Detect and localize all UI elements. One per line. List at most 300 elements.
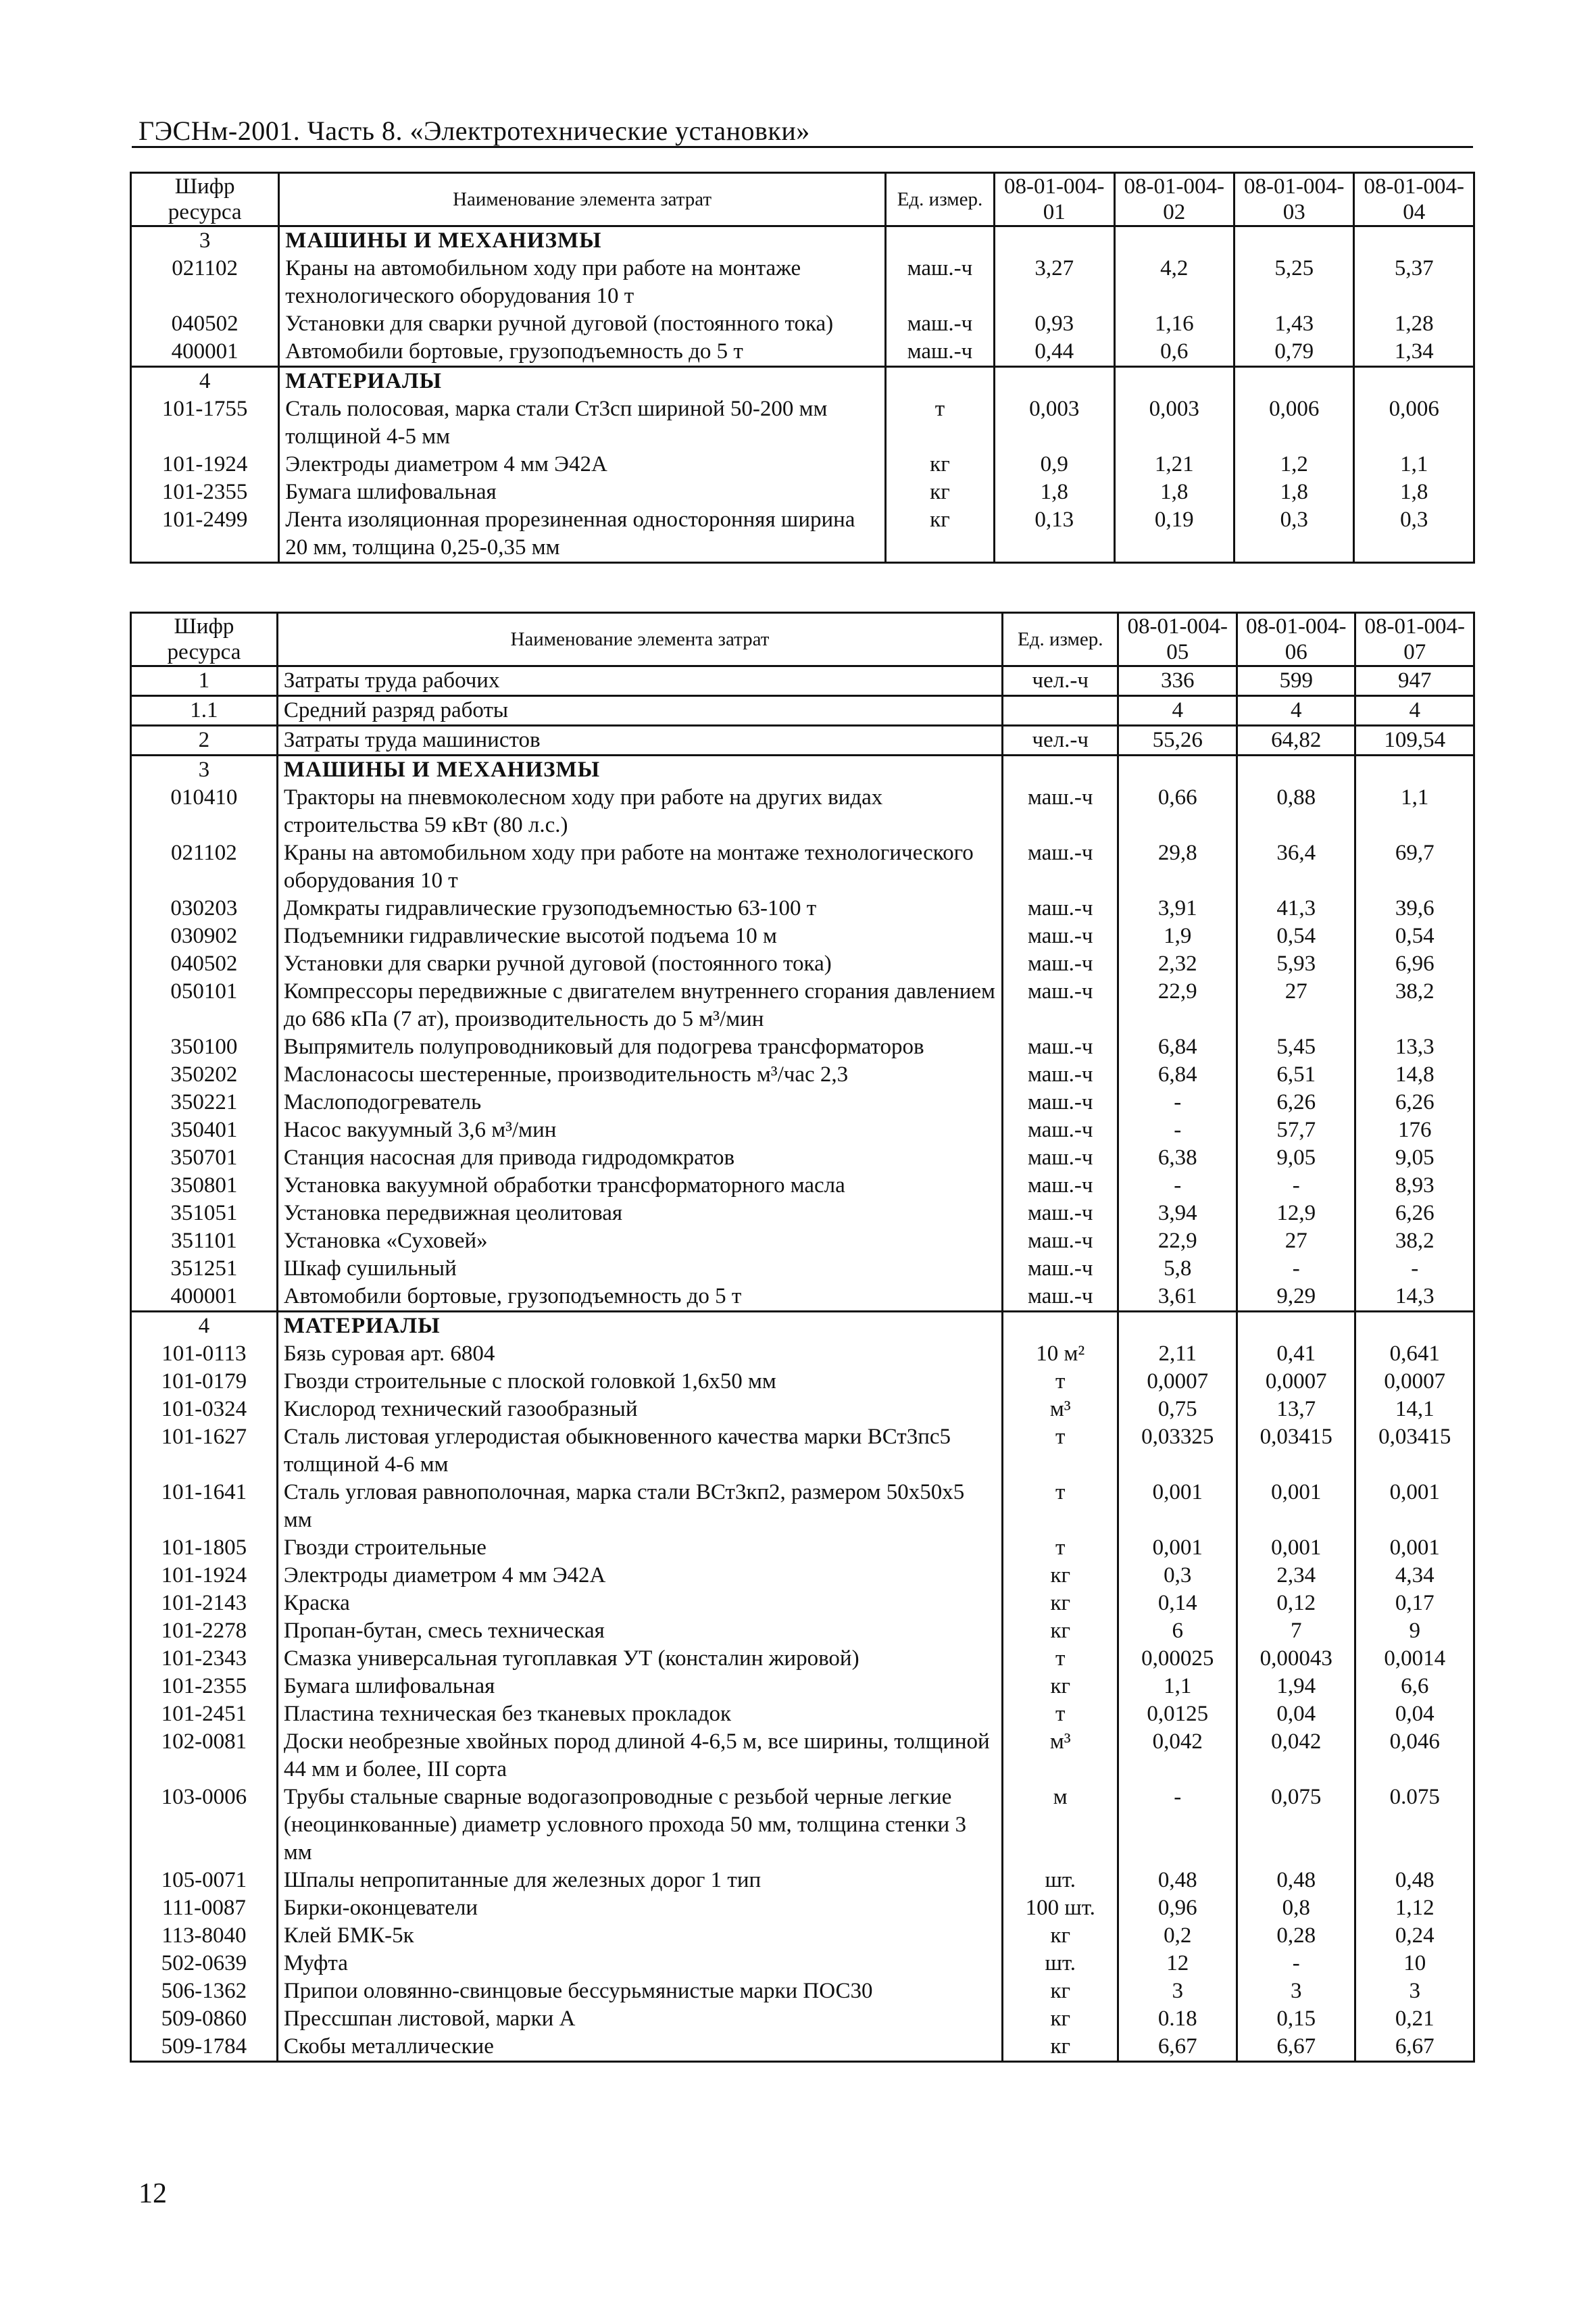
norm-value: 176 (1355, 1116, 1474, 1144)
table-row (131, 1950, 1474, 1977)
resource-name: Затраты труда рабочих (277, 666, 1002, 696)
section-heading-row (131, 367, 1474, 396)
norm-value: 22,9 (1118, 978, 1237, 1033)
table-body (131, 226, 1474, 563)
page-number: 12 (139, 2178, 167, 2209)
table-row (131, 451, 1474, 478)
table-row (131, 1562, 1474, 1590)
norm-value: 0,28 (1237, 1922, 1355, 1950)
norm-value: 0,41 (1237, 1340, 1355, 1368)
resource-unit: маш.-ч (1003, 1089, 1118, 1116)
resource-unit: кг (1003, 1590, 1118, 1617)
resource-code: 101-1641 (131, 1479, 278, 1534)
norm-value: 0,21 (1355, 2005, 1474, 2033)
norm-value: 0,0007 (1118, 1368, 1237, 1396)
resource-code: 101-2343 (131, 1645, 278, 1673)
resource-unit: т (1003, 1479, 1118, 1534)
norm-value: 13,7 (1237, 1396, 1355, 1423)
norm-value: 3 (1118, 1977, 1237, 2005)
norm-value: 3,91 (1118, 895, 1237, 922)
resource-unit: кг (885, 506, 994, 563)
resource-unit: маш.-ч (1003, 1033, 1118, 1061)
table-row (131, 1116, 1474, 1144)
norm-value: 0,88 (1237, 784, 1355, 839)
norm-value: 336 (1118, 666, 1237, 696)
resource-name: Прессшпан листовой, марки А (277, 2005, 1002, 2033)
norm-value: 0,9 (995, 451, 1114, 478)
norm-value: 1,28 (1354, 310, 1474, 338)
table-row (131, 1255, 1474, 1283)
norm-value: 6 (1118, 1617, 1237, 1645)
norm-value: 1,43 (1234, 310, 1353, 338)
resource-code: 351051 (131, 1200, 278, 1227)
table-row (131, 1922, 1474, 1950)
resource-unit: т (1003, 1368, 1118, 1396)
norm-value: 1,34 (1354, 338, 1474, 367)
norm-value: - (1237, 1255, 1355, 1283)
resource-unit: м³ (1003, 1728, 1118, 1783)
resource-name: Краны на автомобильном ходу при работе на монтаже технологического оборудования 10 т (279, 255, 886, 310)
resource-name: Установки для сварки ручной дуговой (постоянного тока) (279, 310, 886, 338)
norm-value: 9,05 (1355, 1144, 1474, 1172)
norm-value: 0,042 (1237, 1728, 1355, 1783)
resource-name: Смазка универсальная тугоплавкая УТ (консталин жировой) (277, 1645, 1002, 1673)
table-row (131, 1283, 1474, 1312)
resource-code: 101-2451 (131, 1700, 278, 1728)
norm-value: 13,3 (1355, 1033, 1474, 1061)
norm-value: 0,93 (995, 310, 1114, 338)
table-row (131, 1340, 1474, 1368)
table-row (131, 1894, 1474, 1922)
resource-name: Сталь листовая углеродистая обыкновенного качества марки ВСт3пс5 толщиной 4-6 мм (277, 1423, 1002, 1479)
table-row (131, 839, 1474, 895)
resource-name: Бязь суровая арт. 6804 (277, 1340, 1002, 1368)
resource-name: Сталь угловая равнополочная, марка стали ВСт3кп2, размером 50х50х5 мм (277, 1479, 1002, 1534)
resource-table-2 (130, 612, 1475, 2063)
resource-name: Автомобили бортовые, грузоподъемность до 5 т (279, 338, 886, 367)
resource-unit: 100 шт. (1003, 1894, 1118, 1922)
norm-value: 6,84 (1118, 1061, 1237, 1089)
norm-value: 3,94 (1118, 1200, 1237, 1227)
resource-unit: кг (1003, 1922, 1118, 1950)
resource-unit: маш.-ч (1003, 839, 1118, 895)
norm-value: - (1118, 1783, 1237, 1867)
norm-value: 1,21 (1114, 451, 1234, 478)
resource-code: 502-0639 (131, 1950, 278, 1977)
table-row (131, 1200, 1474, 1227)
resource-name: Шкаф сушильный (277, 1255, 1002, 1283)
table-row (131, 1172, 1474, 1200)
norm-value: 1,1 (1355, 784, 1474, 839)
norm-value: 2,11 (1118, 1340, 1237, 1368)
norm-value: 9 (1355, 1617, 1474, 1645)
header-rule (132, 146, 1473, 148)
norm-value: 1,8 (1234, 478, 1353, 506)
norm-value: 0,0007 (1237, 1368, 1355, 1396)
resource-unit: маш.-ч (1003, 784, 1118, 839)
resource-unit: т (1003, 1423, 1118, 1479)
norm-value: 3,27 (995, 255, 1114, 310)
norm-value: 5,25 (1234, 255, 1353, 310)
resource-name: Домкраты гидравлические грузоподъемностью 63-100 т (277, 895, 1002, 922)
resource-name: Станция насосная для привода гидродомкратов (277, 1144, 1002, 1172)
norm-value: 6,26 (1237, 1089, 1355, 1116)
empty-cell (1237, 1312, 1355, 1341)
resource-name: Маслонасосы шестеренные, производительность м³/час 2,3 (277, 1061, 1002, 1089)
table-row (131, 1396, 1474, 1423)
table-row (131, 506, 1474, 563)
norm-value: 0,003 (1114, 395, 1234, 451)
resource-unit: т (1003, 1700, 1118, 1728)
norm-value: 6,38 (1118, 1144, 1237, 1172)
norm-value: 0,075 (1237, 1783, 1355, 1867)
norm-value: 1,8 (1354, 478, 1474, 506)
col-header-norm: 08-01-004-06 (1237, 613, 1355, 666)
empty-cell (1234, 367, 1353, 396)
resource-code: 101-1805 (131, 1534, 278, 1562)
resource-unit: маш.-ч (1003, 1283, 1118, 1312)
norm-value: 0,12 (1237, 1590, 1355, 1617)
resource-name: Доски необрезные хвойных пород длиной 4-6,5 м, все ширины, толщиной 44 мм и более, III сорта (277, 1728, 1002, 1783)
table-row (131, 1728, 1474, 1783)
empty-cell (1118, 756, 1237, 785)
norm-value: 9,05 (1237, 1144, 1355, 1172)
table-row (131, 1089, 1474, 1116)
norm-value: 4 (1355, 696, 1474, 726)
table-row (131, 950, 1474, 978)
norm-value: 6,84 (1118, 1033, 1237, 1061)
norm-value: 2,32 (1118, 950, 1237, 978)
table-row (131, 2033, 1474, 2062)
empty-cell (885, 226, 994, 255)
table-row (131, 1479, 1474, 1534)
col-header-unit: Ед. измер. (1003, 613, 1118, 666)
resource-unit: маш.-ч (885, 310, 994, 338)
norm-value: 5,8 (1118, 1255, 1237, 1283)
resource-code: 111-0087 (131, 1894, 278, 1922)
resource-code: 350202 (131, 1061, 278, 1089)
table-row (131, 1061, 1474, 1089)
resource-code: 509-1784 (131, 2033, 278, 2062)
resource-name: Лента изоляционная прорезиненная односторонняя ширина 20 мм, толщина 0,25-0,35 мм (279, 506, 886, 563)
empty-cell (1003, 1312, 1118, 1341)
labor-row (131, 726, 1474, 756)
resource-code: 101-2143 (131, 1590, 278, 1617)
norm-value: 947 (1355, 666, 1474, 696)
resource-name: Бумага шлифовальная (277, 1673, 1002, 1700)
resource-name: Пропан-бутан, смесь техническая (277, 1617, 1002, 1645)
table-row (131, 1783, 1474, 1867)
norm-value: 55,26 (1118, 726, 1237, 756)
table-row (131, 310, 1474, 338)
resource-code: 350701 (131, 1144, 278, 1172)
norm-value: 64,82 (1237, 726, 1355, 756)
norm-value: 38,2 (1355, 1227, 1474, 1255)
empty-cell (1354, 226, 1474, 255)
resource-code: 350221 (131, 1089, 278, 1116)
table-row (131, 395, 1474, 451)
norm-value: 4,34 (1355, 1562, 1474, 1590)
resource-code: 103-0006 (131, 1783, 278, 1867)
table-row (131, 1534, 1474, 1562)
resource-unit: чел.-ч (1003, 726, 1118, 756)
norm-value: 1,94 (1237, 1673, 1355, 1700)
resource-code: 050101 (131, 978, 278, 1033)
resource-code: 040502 (131, 310, 279, 338)
table-row (131, 895, 1474, 922)
empty-cell (1355, 1312, 1474, 1341)
norm-value: 109,54 (1355, 726, 1474, 756)
col-header-norm: 08-01-004-05 (1118, 613, 1237, 666)
norm-value: 4 (1237, 696, 1355, 726)
resource-unit: кг (885, 451, 994, 478)
resource-name: Выпрямитель полупроводниковый для подогрева трансформаторов (277, 1033, 1002, 1061)
resource-code: 2 (131, 726, 278, 756)
norm-value: 0,003 (995, 395, 1114, 451)
resource-code: 101-2499 (131, 506, 279, 563)
norm-value: 0,00025 (1118, 1645, 1237, 1673)
empty-cell (885, 367, 994, 396)
norm-value: 1,9 (1118, 922, 1237, 950)
norm-value: 22,9 (1118, 1227, 1237, 1255)
table-row (131, 1423, 1474, 1479)
resource-name: Установка передвижная цеолитовая (277, 1200, 1002, 1227)
section-title: МАШИНЫ И МЕХАНИЗМЫ (279, 226, 886, 255)
table-row (131, 338, 1474, 367)
norm-value: 0,8 (1237, 1894, 1355, 1922)
norm-value: 57,7 (1237, 1116, 1355, 1144)
norm-value: 0,001 (1118, 1479, 1237, 1534)
norm-value: 12 (1118, 1950, 1237, 1977)
resource-name: Припои оловянно-свинцовые бессурьмянистые марки ПОС30 (277, 1977, 1002, 2005)
empty-cell (1354, 367, 1474, 396)
norm-value: 14,8 (1355, 1061, 1474, 1089)
resource-code: 509-0860 (131, 2005, 278, 2033)
labor-row (131, 696, 1474, 726)
resource-unit (1003, 696, 1118, 726)
norm-value: 69,7 (1355, 839, 1474, 895)
empty-cell (995, 367, 1114, 396)
resource-code: 105-0071 (131, 1867, 278, 1894)
norm-value: 6,6 (1355, 1673, 1474, 1700)
norm-value: 6,96 (1355, 950, 1474, 978)
resource-name: Подъемники гидравлические высотой подъема 10 м (277, 922, 1002, 950)
resource-unit: маш.-ч (1003, 1061, 1118, 1089)
empty-cell (1355, 756, 1474, 785)
norm-value: 0,04 (1237, 1700, 1355, 1728)
resource-name: Пластина техническая без тканевых прокладок (277, 1700, 1002, 1728)
empty-cell (1114, 367, 1234, 396)
resource-code: 113-8040 (131, 1922, 278, 1950)
page-header-title: ГЭСНм-2001. Часть 8. «Электротехнические установки» (139, 116, 810, 146)
empty-cell (1237, 756, 1355, 785)
resource-name: Гвозди строительные с плоской головкой 1,6х50 мм (277, 1368, 1002, 1396)
col-header-code: Шифр ресурса (131, 173, 279, 226)
section-code: 3 (131, 756, 278, 785)
resource-unit: чел.-ч (1003, 666, 1118, 696)
norm-value: 5,93 (1237, 950, 1355, 978)
resource-code: 101-0113 (131, 1340, 278, 1368)
col-header-code: Шифр ресурса (131, 613, 278, 666)
resource-name: Установка «Суховей» (277, 1227, 1002, 1255)
resource-unit: маш.-ч (1003, 950, 1118, 978)
table-row (131, 1617, 1474, 1645)
resource-code: 350401 (131, 1116, 278, 1144)
norm-value: 0,006 (1234, 395, 1353, 451)
resource-table-1 (130, 172, 1475, 564)
resource-code: 021102 (131, 839, 278, 895)
resource-unit: 10 м² (1003, 1340, 1118, 1368)
norm-value: - (1237, 1950, 1355, 1977)
norm-value: 0,03415 (1355, 1423, 1474, 1479)
resource-code: 400001 (131, 1283, 278, 1312)
table-row (131, 784, 1474, 839)
resource-unit: кг (1003, 1977, 1118, 2005)
resource-code: 101-0324 (131, 1396, 278, 1423)
col-header-norm: 08-01-004-04 (1354, 173, 1474, 226)
resource-code: 506-1362 (131, 1977, 278, 2005)
table-row (131, 1144, 1474, 1172)
table-row (131, 2005, 1474, 2033)
norm-value: 0,54 (1237, 922, 1355, 950)
resource-unit: кг (885, 478, 994, 506)
norm-value: 0,3 (1234, 506, 1353, 563)
norm-value: 0,66 (1118, 784, 1237, 839)
norm-value: 3 (1355, 1977, 1474, 2005)
section-title: МАШИНЫ И МЕХАНИЗМЫ (277, 756, 1002, 785)
norm-value: 0,48 (1118, 1867, 1237, 1894)
resource-code: 010410 (131, 784, 278, 839)
norm-value: 0,001 (1237, 1479, 1355, 1534)
resource-name: Электроды диаметром 4 мм Э42А (279, 451, 886, 478)
table-row (131, 1590, 1474, 1617)
norm-value: 39,6 (1355, 895, 1474, 922)
empty-cell (1003, 756, 1118, 785)
resource-code: 101-2278 (131, 1617, 278, 1645)
norm-value: 0,0125 (1118, 1700, 1237, 1728)
norm-value: 6,26 (1355, 1200, 1474, 1227)
norm-value: 5,37 (1354, 255, 1474, 310)
norm-value: 0,006 (1354, 395, 1474, 451)
norm-value: 36,4 (1237, 839, 1355, 895)
norm-value: 0.18 (1118, 2005, 1237, 2033)
section-heading-row (131, 756, 1474, 785)
resource-name: Тракторы на пневмоколесном ходу при работе на других видах строительства 59 кВт (80 л.с.) (277, 784, 1002, 839)
resource-code: 350801 (131, 1172, 278, 1200)
norm-value: 0,001 (1237, 1534, 1355, 1562)
norm-value: 1,2 (1234, 451, 1353, 478)
norm-value: 0,17 (1355, 1590, 1474, 1617)
section-heading-row (131, 1312, 1474, 1341)
resource-unit: т (885, 395, 994, 451)
col-header-name: Наименование элемента затрат (279, 173, 886, 226)
resource-name: Клей БМК-5к (277, 1922, 1002, 1950)
norm-value: 6,67 (1118, 2033, 1237, 2062)
resource-unit: т (1003, 1534, 1118, 1562)
resource-code: 101-0179 (131, 1368, 278, 1396)
resource-name: Установка вакуумной обработки трансформаторного масла (277, 1172, 1002, 1200)
norm-value: 6,51 (1237, 1061, 1355, 1089)
col-header-name: Наименование элемента затрат (277, 613, 1002, 666)
resource-code: 102-0081 (131, 1728, 278, 1783)
resource-name: Бумага шлифовальная (279, 478, 886, 506)
norm-value: 0,641 (1355, 1340, 1474, 1368)
norm-value: 1,8 (1114, 478, 1234, 506)
resource-unit: маш.-ч (885, 338, 994, 367)
resource-code: 101-1924 (131, 1562, 278, 1590)
resource-unit: кг (1003, 2005, 1118, 2033)
norm-value: 1,12 (1355, 1894, 1474, 1922)
section-title: МАТЕРИАЛЫ (277, 1312, 1002, 1341)
norm-value: 0,0007 (1355, 1368, 1474, 1396)
table-row (131, 1700, 1474, 1728)
resource-name: Краны на автомобильном ходу при работе на монтаже технологического оборудования 10 т (277, 839, 1002, 895)
norm-value: 0,001 (1355, 1534, 1474, 1562)
resource-name: Маслоподогреватель (277, 1089, 1002, 1116)
resource-unit: маш.-ч (1003, 978, 1118, 1033)
table-row (131, 1977, 1474, 2005)
resource-unit: шт. (1003, 1950, 1118, 1977)
table-row (131, 1368, 1474, 1396)
norm-value: 27 (1237, 1227, 1355, 1255)
norm-value: 27 (1237, 978, 1355, 1033)
norm-value: 0,04 (1355, 1700, 1474, 1728)
resource-unit: кг (1003, 1673, 1118, 1700)
norm-value: 0,03325 (1118, 1423, 1237, 1479)
resource-unit: маш.-ч (1003, 1200, 1118, 1227)
table-row (131, 1033, 1474, 1061)
table-row (131, 478, 1474, 506)
norm-value: 5,45 (1237, 1033, 1355, 1061)
norm-value: 12,9 (1237, 1200, 1355, 1227)
norm-value: 0,75 (1118, 1396, 1237, 1423)
norm-value: 0,79 (1234, 338, 1353, 367)
section-code: 3 (131, 226, 279, 255)
resource-name: Шпалы непропитанные для железных дорог 1 тип (277, 1867, 1002, 1894)
norm-value: 0,15 (1237, 2005, 1355, 2033)
resource-code: 101-1924 (131, 451, 279, 478)
table-row (131, 1227, 1474, 1255)
norm-value: 0,0014 (1355, 1645, 1474, 1673)
norm-value: 9,29 (1237, 1283, 1355, 1312)
section-code: 4 (131, 1312, 278, 1341)
resource-name: Установки для сварки ручной дуговой (постоянного тока) (277, 950, 1002, 978)
resource-name: Компрессоры передвижные с двигателем внутреннего сгорания давлением до 686 кПа (7 ат), производительность до 5 м³/мин (277, 978, 1002, 1033)
resource-name: Насос вакуумный 3,6 м³/мин (277, 1116, 1002, 1144)
col-header-norm: 08-01-004-03 (1234, 173, 1353, 226)
norm-value: 0,14 (1118, 1590, 1237, 1617)
norm-value: 7 (1237, 1617, 1355, 1645)
norm-value: 3,61 (1118, 1283, 1237, 1312)
norm-value: 0,042 (1118, 1728, 1237, 1783)
norm-value: 0,3 (1354, 506, 1474, 563)
norm-value: 4,2 (1114, 255, 1234, 310)
resource-unit: маш.-ч (1003, 1227, 1118, 1255)
section-code: 4 (131, 367, 279, 396)
resource-unit: м (1003, 1783, 1118, 1867)
resource-name: Краска (277, 1590, 1002, 1617)
norm-value: 29,8 (1118, 839, 1237, 895)
norm-value: 0,6 (1114, 338, 1234, 367)
col-header-norm: 08-01-004-07 (1355, 613, 1474, 666)
norm-value: 0,001 (1118, 1534, 1237, 1562)
empty-cell (995, 226, 1114, 255)
table-body (131, 666, 1474, 2062)
norm-value: 0,96 (1118, 1894, 1237, 1922)
empty-cell (1118, 1312, 1237, 1341)
norm-value: - (1237, 1172, 1355, 1200)
empty-cell (1234, 226, 1353, 255)
